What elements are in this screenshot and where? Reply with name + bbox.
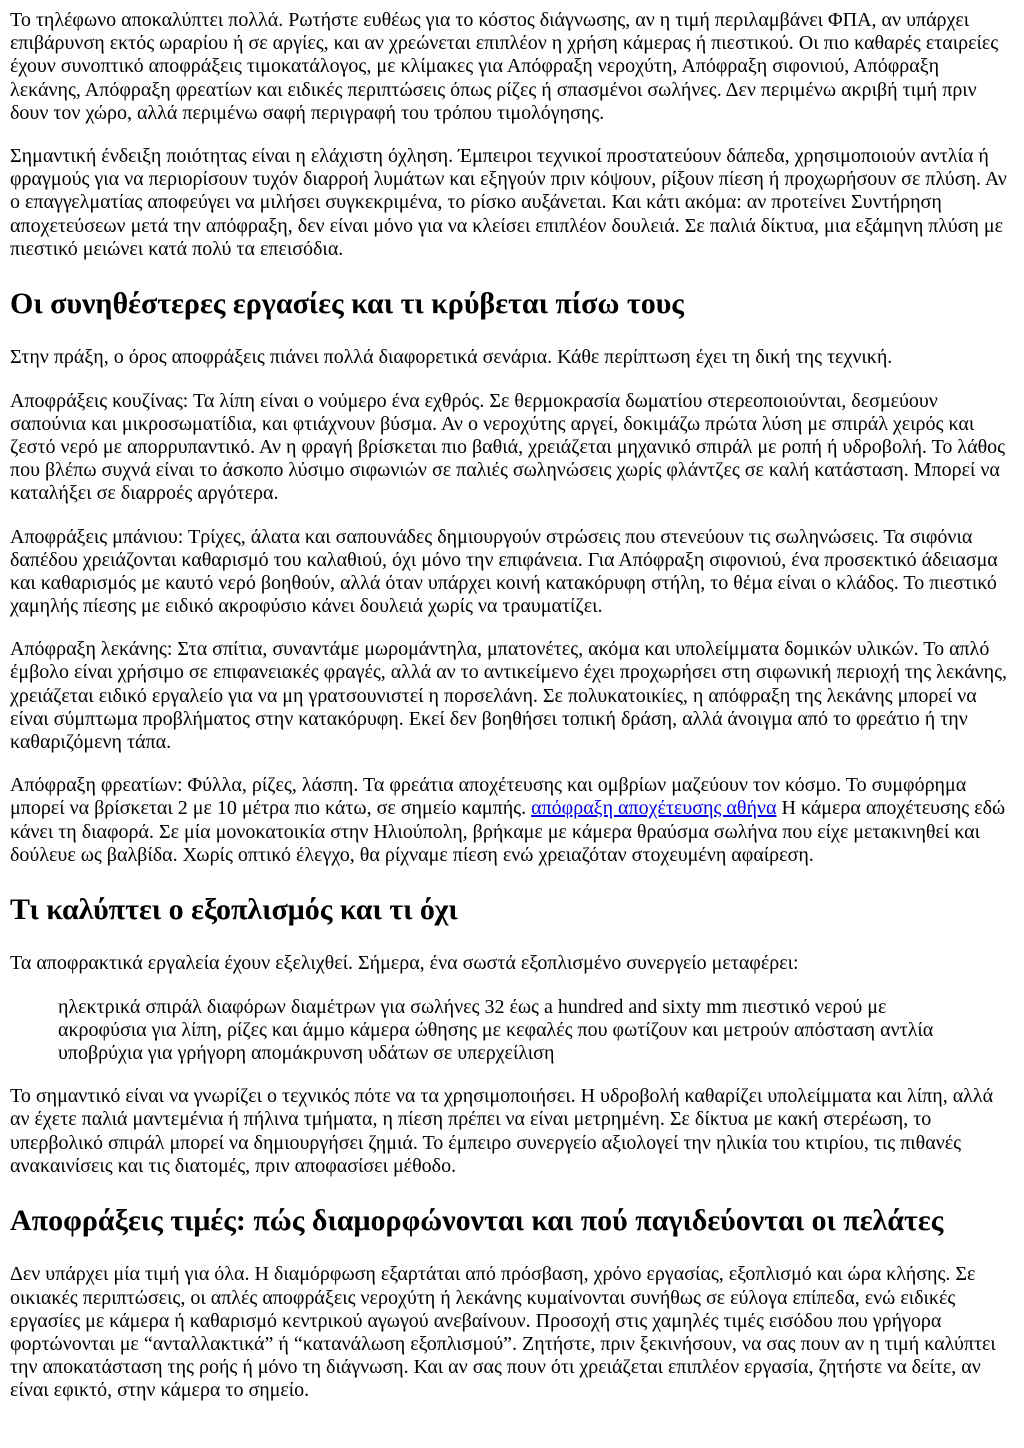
manholes-text-after-link: Η κάμερα αποχέτευσης εδώ κάνει τη διαφορά. Σε μία μονοκατοικία στην Ηλιούπολη, βρήκαμε με κάμερα θραύσμα σωλήνα που είχε μετακινηθεί και δούλευε ως βαλβίδα. Χωρίς οπτικό έλεγχο, θα ρίχναμε πίεση ενώ χρειαζόταν στοχευμένη αφαίρεση. [10, 797, 1006, 866]
manholes-text-before-link: Απόφραξη φρεατίων: Φύλλα, ρίζες, λάσπη. Τα φρεάτια αποχέτευσης και ομβρίων μαζεύουν τον κόσμο. Το συμφόρημα μπορεί να βρίσκεται 2 με 10 μέτρα πιο κάτω, σε σημείο καμπής. [10, 774, 967, 820]
paragraph-scenarios: Στην πράξη, ο όρος αποφράξεις πιάνει πολλά διαφορετικά σενάρια. Κάθε περίπτωση έχει τη δική της τεχνική. [10, 346, 893, 369]
paragraph-equipment-intro: Τα αποφρακτικά εργαλεία έχουν εξελιχθεί. Σήμερα, ένα σωστά εξοπλισμένο συνεργείο μεταφέρει: [10, 952, 799, 975]
paragraph-minimal-disruption: Σημαντική ένδειξη ποιότητας είναι η ελάχιστη όχληση. Έμπειροι τεχνικοί προστατεύουν δάπεδα, χρησιμοποιούν αντλία ή φραγμούς για να περιορίσουν τυχόν διαρροή λυμάτων και εξηγούν πριν κόψουν, ρίξουν πίεση ή προχωρήσουν σε πλύση. Αν ο επαγγελματίας αποφεύγει να μιλήσει συγκεκριμένα, το ρίσκο αυξάνεται. Και κάτι ακόμα: αν προτείνει Συντήρηση αποχετεύσεων μετά την απόφραξη, δεν είναι μόνο για να κλείσει επιπλέον δουλειά. Σε παλιά δίκτυα, μια εξάμηνη πλύση με πιεστικό μειώνει κατά πολύ τα επεισόδια. [10, 144, 1007, 260]
paragraph-toilet-unblocking: Απόφραξη λεκάνης: Στα σπίτια, συναντάμε μωρομάντηλα, μπατονέτες, ακόμα και υπολείμματα δομικών υλικών. Το απλό έμβολο είναι χρήσιμο σε επιφανειακές φραγές, αλλά αν το αντικείμενο έχει προχωρήσει στη σιφωνική περιοχή της λεκάνης, χρειάζεται ειδικό εργαλείο για να μη γρατσουνιστεί η πορσελάνη. Σε πολυκατοικίες, η απόφραξη της λεκάνης μπορεί να είναι σύμπτωμα προβλήματος στην κατακόρυφη. Εκεί δεν βοηθήσει τοπική δράση, αλλά άνοιγμα από το φρεάτιο ή την καθαριζόμενη τάπα. [10, 638, 1008, 753]
paragraph-bathroom-unblocking: Αποφράξεις μπάνιου: Τρίχες, άλατα και σαπουνάδες δημιουργούν στρώσεις που στενεύουν τις σωληνώσεις. Τα σιφόνια δαπέδου χρειάζονται καθαρισμό του καλαθιού, όχι μόνο την επιφάνεια. Για Απόφραξη σιφονιού, ένα προσεκτικό άδειασμα και καθαρισμός με καυτό νερό βοηθούν, αλλά όταν υπάρχει κοινή κατακόρυφη στήλη, το θέμα είναι ο κλάδος. Το πιεστικό χαμηλής πίεσης με ειδικό ακροφύσιο κάνει δουλειά χωρίς να τραυματίζει. [10, 525, 998, 618]
paragraph-equipment-usage: Το σημαντικό είναι να γνωρίζει ο τεχνικός πότε να τα χρησιμοποιήσει. Η υδροβολή καθαρίζει υπολείμματα και λίπη, αλλά αν έχετε παλιά μαντεμένια ή πήλινα τμήματα, η πίεση πρέπει να είναι μετρημένη. Σε δίκτυα με κακή στερέωση, το υπερβολικό σπιράλ μπορεί να δημιουργήσει ζημιά. Το έμπειρο συνεργείο αξιολογεί την ηλικία του κτιρίου, τις πιθανές ανακαινίσεις και τις διατομές, πριν αποφασίσει μέθοδο. [10, 1085, 994, 1177]
paragraph-intro-phone: Το τηλέφωνο αποκαλύπτει πολλά. Ρωτήστε ευθέως για το κόστος διάγνωσης, αν η τιμή περιλαμβάνει ΦΠΑ, αν υπάρχει επιβάρυνση εκτός ωραρίου ή σε αργίες, και αν χρεώνεται επιπλέον η χρήση κάμερας ή πιεστικού. Οι πιο καθαρές εταιρείες έχουν συνοπτικό αποφράξεις τιμοκατάλογος, με κλίμακες για Απόφραξη νεροχύτη, Απόφραξη σιφονιού, Απόφραξη λεκάνης, Απόφραξη φρεατίων και ειδικές περιπτώσεις όπως ρίζες ή σπασμένοι σωλήνες. Δεν περιμένω ακριβή τιμή πριν δουν τον χώρο, αλλά περιμένω σαφή περιγραφή του τρόπου τιμολόγησης. [10, 9, 999, 124]
article-body [10, 9, 1014, 1403]
paragraph-manhole-unblocking [10, 774, 1014, 867]
paragraph-kitchen-unblocking: Αποφράξεις κουζίνας: Τα λίπη είναι ο νούμερο ένα εχθρός. Σε θερμοκρασία δωματίου στερεοποιούνται, δεσμεύουν σαπούνια και μικροσωματίδια, και φτιάχνουν βύσμα. Αν ο νεροχύτης αργεί, δοκιμάζω πρώτα λύση με σπιράλ χειρός και ζεστό νερό με απορρυπαντικό. Αν η φραγή βρίσκεται πιο βαθιά, χρειάζεται μηχανικό σπιράλ με ροπή ή υδροβολή. Το λάθος που βλέπω συχνά είναι το άσκοπο λύσιμο σιφωνιών σε παλιές σωληνώσεις χωρίς φλάντζες σε καλή κατάσταση. Μπορεί να καταλήξει σε διαρροές αργότερα. [10, 389, 1006, 505]
blockquote-equipment-list: ηλεκτρικά σπιράλ διαφόρων διαμέτρων για σωλήνες 32 έως a hundred and sixty mm πιεστικό νερού με ακροφύσια για λίπη, ρίζες και άμμο κάμερα ώθησης με κεφαλές που φωτίζουν και μετρούν απόσταση αντλία υποβρύχια για γρήγορη απομάκρυνση υδάτων σε υπερχείλιση [58, 995, 934, 1064]
paragraph-prices: Δεν υπάρχει μία τιμή για όλα. Η διαμόρφωση εξαρτάται από πρόσβαση, χρόνο εργασίας, εξοπλισμό και ώρα κλήσης. Σε οικιακές περιπτώσεις, οι απλές αποφράξεις νεροχύτη ή λεκάνης κυμαίνονται συνήθως σε εύλογα επίπεδα, ενώ ειδικές εργασίες με κάμερα ή καθαρισμό κεντρικού αγωγού ανεβαίνουν. Προσοχή στις χαμηλές τιμές εισόδου που γρήγορα φορτώνονται με “ανταλλακτικά” ή “κατανάλωση εξοπλισμού”. Ζητήστε, πριν ξεκινήσουν, να σας πουν αν η τιμή καλύπτει την αποκατάσταση της ροής ή μόνο τη διάγνωση. Και αν σας πουν ότι χρειάζεται επιπλέον εργασία, ζητήστε να δείτε, αν είναι εφικτό, στην κάμερα το σημείο. [10, 1263, 996, 1402]
heading-equipment: Τι καλύπτει ο εξοπλισμός και τι όχι [10, 892, 458, 926]
link-drain-cleaning-athens[interactable]: απόφραξη αποχέτευσης αθήνα [531, 797, 777, 820]
heading-prices: Αποφράξεις τιμές: πώς διαμορφώνονται και πού παγιδεύονται οι πελάτες [10, 1203, 944, 1237]
heading-common-jobs: Οι συνηθέστερες εργασίες και τι κρύβεται πίσω τους [10, 286, 684, 320]
